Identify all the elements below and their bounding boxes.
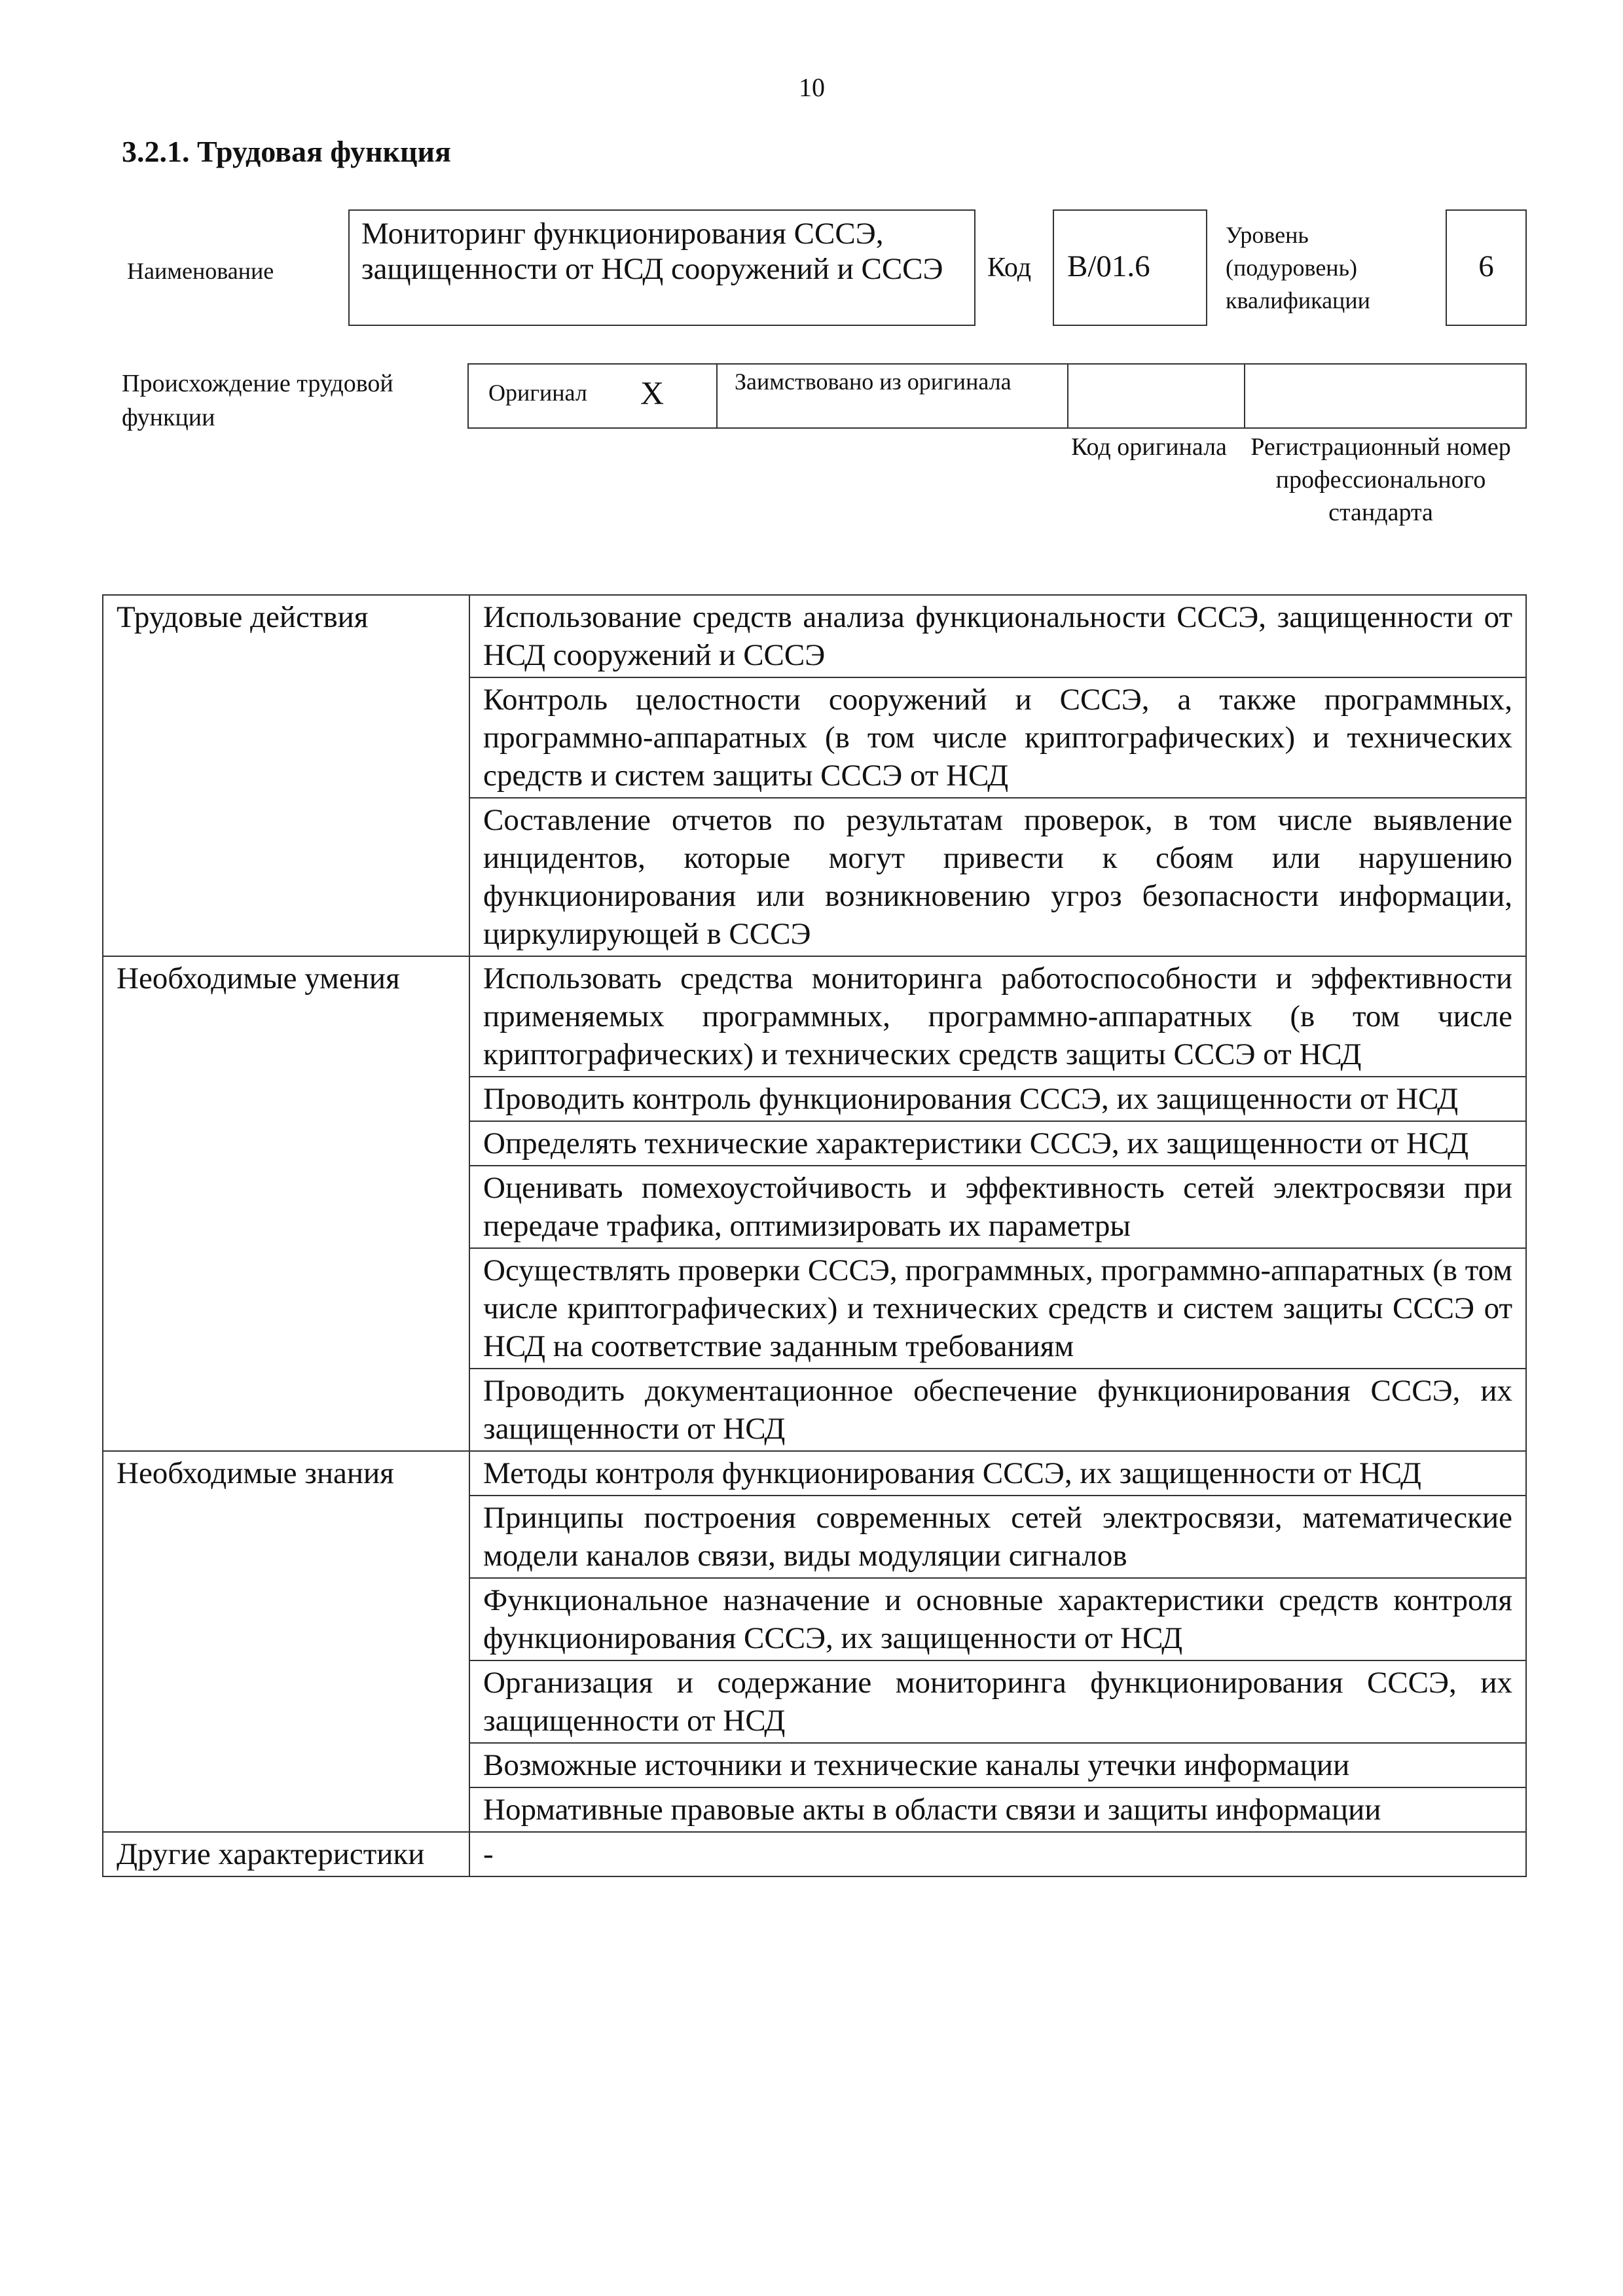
labor-action-item: Составление отчетов по результатам проверок, в том числе выявление инцидентов, которые могут привести к сбоям или нарушению функционирования или возникновению угроз безопасности информации, циркулирующей в СССЭ (469, 798, 1526, 956)
name-value: Мониторинг функционирования СССЭ, защищенности от НСД сооружений и СССЭ (348, 209, 976, 326)
knowledge-item: Принципы построения современных сетей электросвязи, математические модели каналов связи, виды модуляции сигналов (469, 1496, 1526, 1578)
other-characteristics-value: - (469, 1832, 1526, 1876)
origin-code-cell (1068, 365, 1245, 427)
code-value: B/01.6 (1053, 209, 1207, 326)
labor-actions-label: Трудовые действия (103, 595, 469, 956)
skill-item: Оценивать помехоустойчивость и эффективность сетей электросвязи при передаче трафика, оптимизировать их параметры (469, 1166, 1526, 1248)
borrowed-label: Заимствовано из оригинала (735, 368, 1012, 395)
function-table (102, 594, 1527, 1877)
origin-borrowed-cell (718, 365, 1068, 427)
skills-label: Необходимые умения (103, 956, 469, 1451)
skill-item: Использовать средства мониторинга работоспособности и эффективности применяемых программных, программно-аппаратных (в том числе криптографических) и технических средств защиты СССЭ от НСД (469, 956, 1526, 1077)
table-row (103, 595, 1526, 677)
labor-action-item: Использование средств анализа функциональности СССЭ, защищенности от НСД сооружений и СССЭ (469, 595, 1526, 677)
origin-row (467, 363, 1527, 429)
origin-original-cell (469, 365, 718, 427)
table-row (103, 1451, 1526, 1496)
page-number: 10 (799, 73, 825, 102)
section-heading: 3.2.1. Трудовая функция (122, 135, 451, 168)
knowledge-item: Возможные источники и технические каналы утечки информации (469, 1743, 1526, 1787)
table-row (103, 956, 1526, 1077)
table-row (103, 1832, 1526, 1876)
skill-item: Определять технические характеристики СССЭ, их защищенности от НСД (469, 1121, 1526, 1166)
origin-label: Происхождение трудовой функции (122, 370, 393, 431)
reg-number-caption: Регистрационный номер профессионального стандарта (1250, 433, 1511, 526)
original-label: Оригинал (488, 380, 587, 406)
code-original-caption: Код оригинала (1071, 433, 1227, 461)
knowledge-item: Функциональное назначение и основные характеристики средств контроля функционирования СССЭ, их защищенности от НСД (469, 1578, 1526, 1660)
original-mark: X (640, 374, 665, 411)
level-label: Уровень (подуровень) квалификации (1226, 222, 1370, 314)
knowledge-label: Необходимые знания (103, 1451, 469, 1832)
name-label: Наименование (127, 258, 274, 284)
skill-item: Проводить документационное обеспечение функционирования СССЭ, их защищенности от НСД (469, 1369, 1526, 1451)
skill-item: Осуществлять проверки СССЭ, программных, программно-аппаратных (в том числе криптографических) и технических средств и систем защиты СССЭ от НСД на соответствие заданным требованиям (469, 1248, 1526, 1369)
labor-action-item: Контроль целостности сооружений и СССЭ, а также программных, программно-аппаратных (в том числе криптографических) и технических средств и систем защиты СССЭ от НСД (469, 677, 1526, 798)
skill-item: Проводить контроль функционирования СССЭ, их защищенности от НСД (469, 1077, 1526, 1121)
knowledge-item: Организация и содержание мониторинга функционирования СССЭ, их защищенности от НСД (469, 1660, 1526, 1743)
knowledge-item: Методы контроля функционирования СССЭ, их защищенности от НСД (469, 1451, 1526, 1496)
other-characteristics-label: Другие характеристики (103, 1832, 469, 1876)
knowledge-item: Нормативные правовые акты в области связи и защиты информации (469, 1787, 1526, 1832)
level-value: 6 (1446, 209, 1527, 326)
code-label: Код (987, 253, 1032, 283)
